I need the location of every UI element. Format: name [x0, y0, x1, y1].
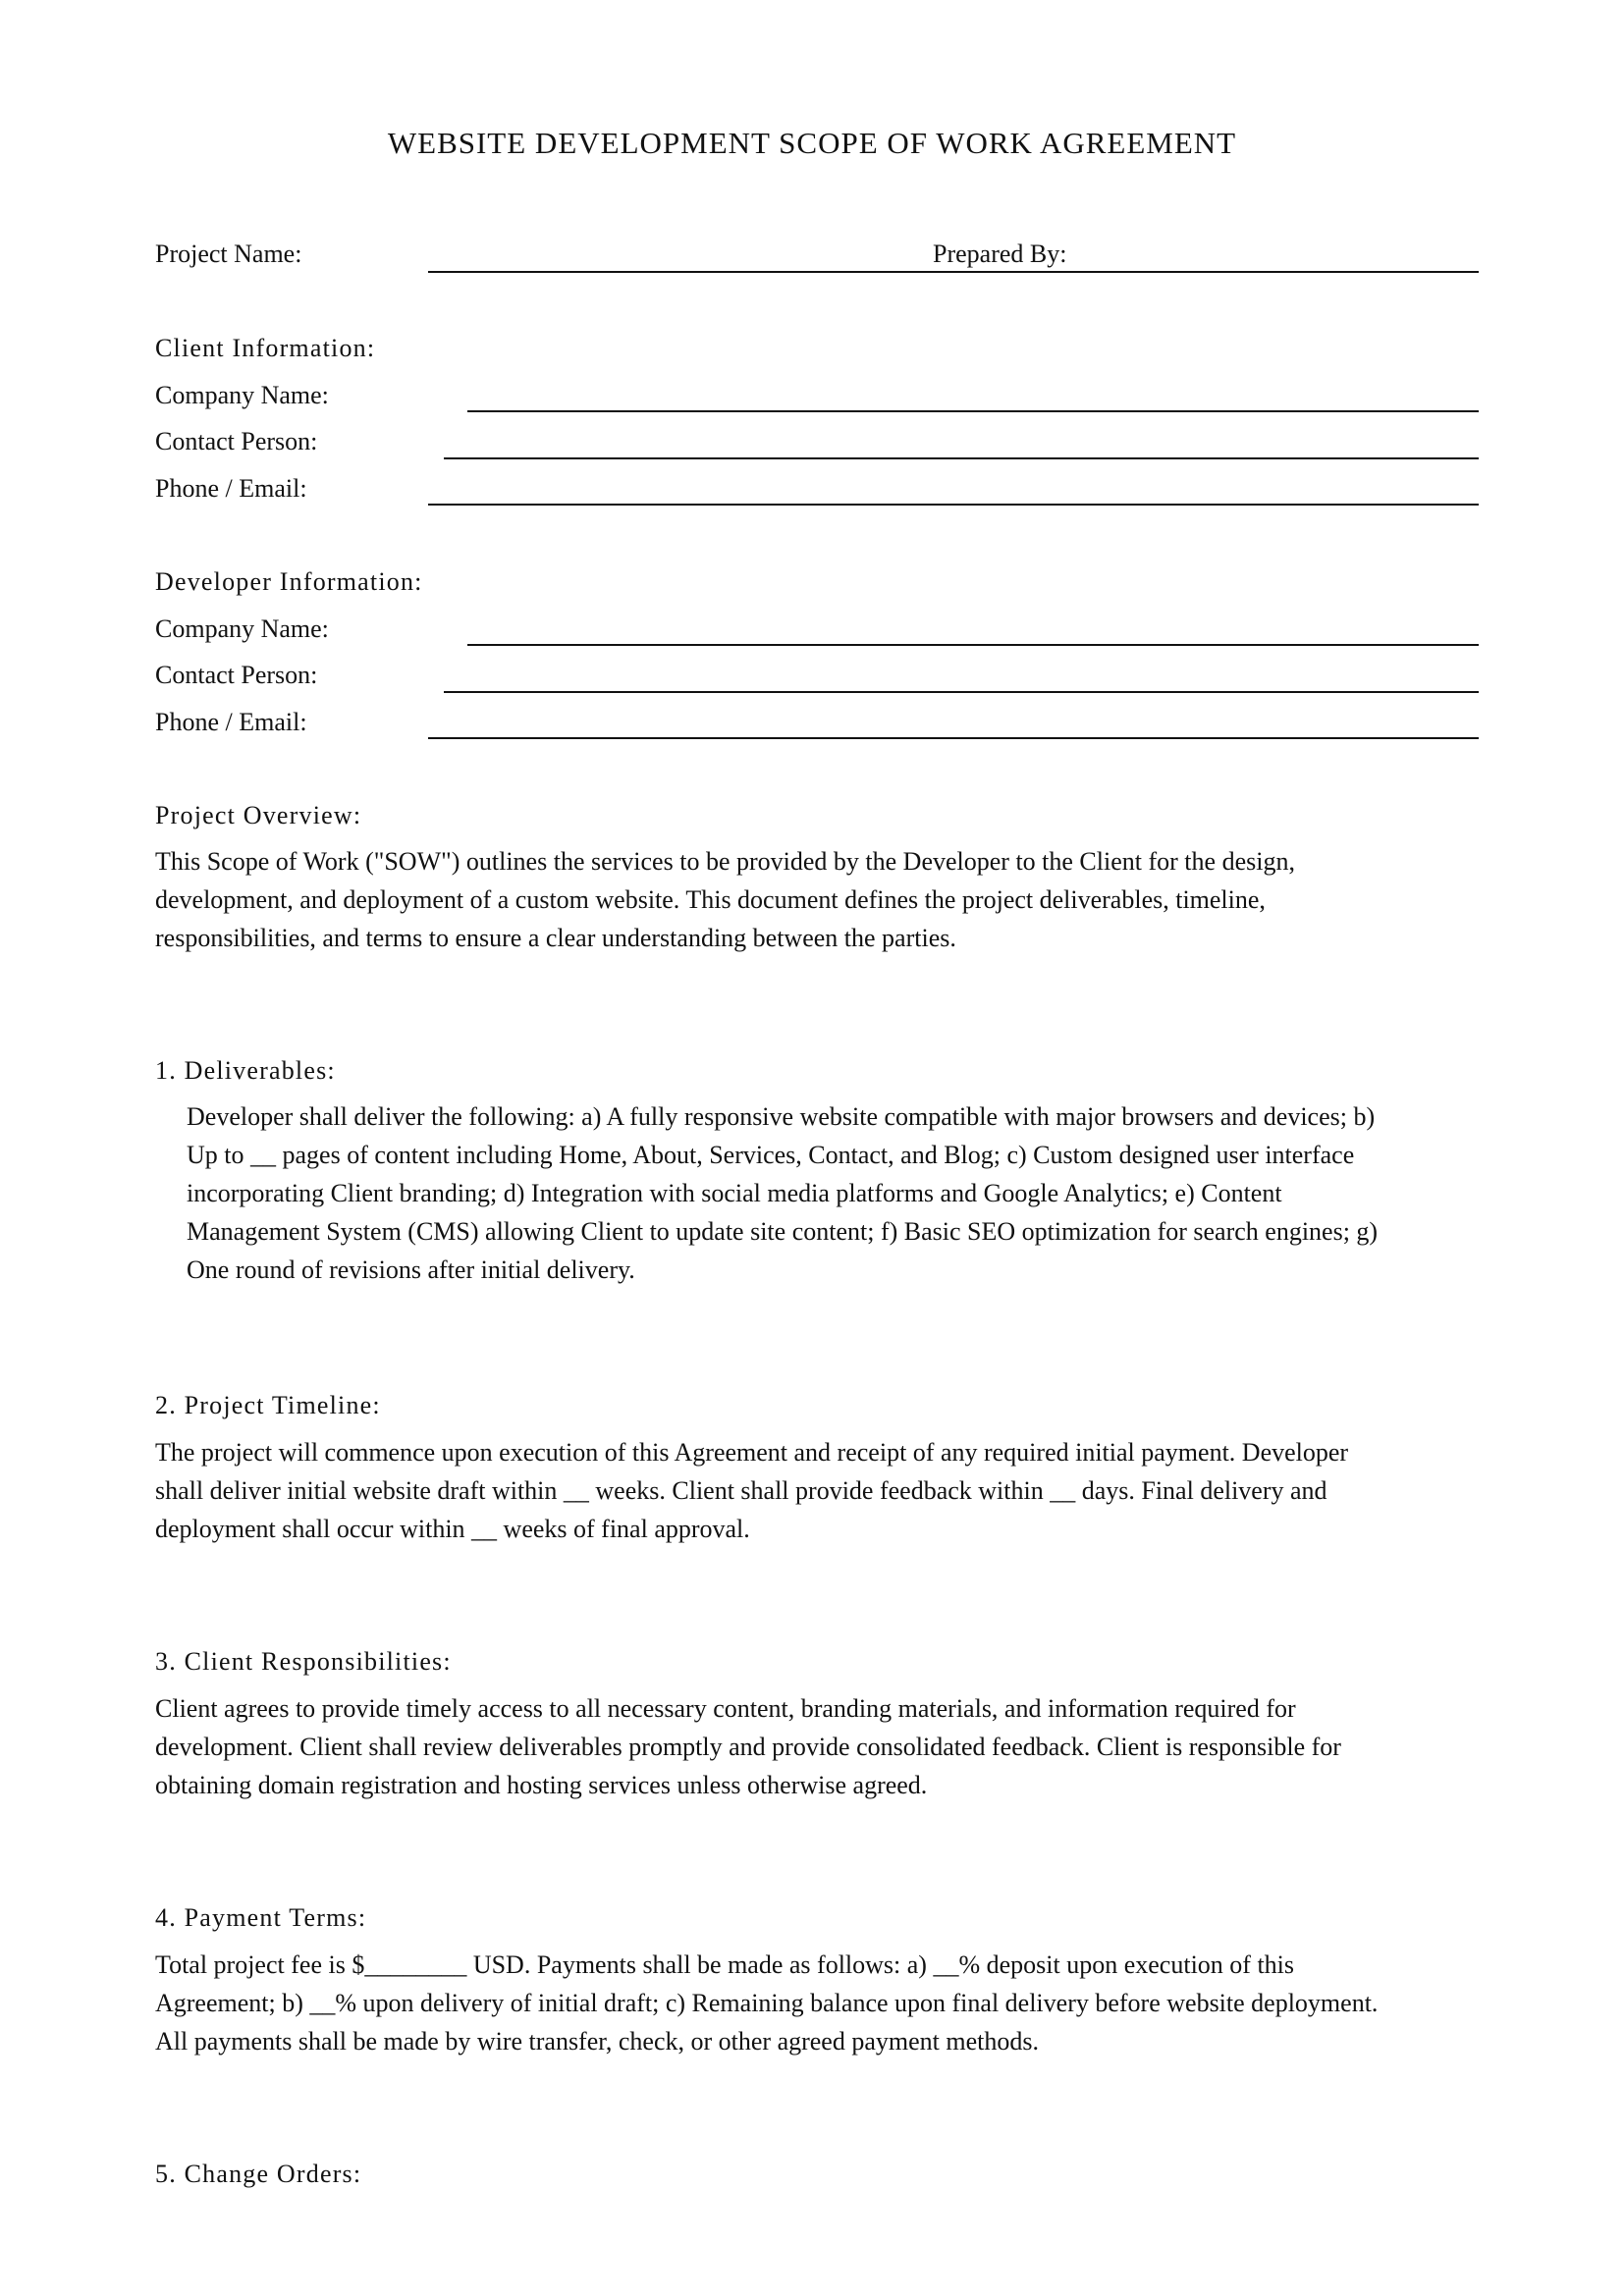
payment-terms-heading: 4. Payment Terms: — [155, 1903, 367, 1932]
client-responsibilities-line: obtaining domain registration and hosting services unless otherwise agreed. — [155, 1771, 928, 1799]
deliverables-line: Up to __ pages of content including Home, About, Services, Contact, and Blog; c) Custom designed user interface — [187, 1141, 1355, 1169]
project-name-label: Project Name: — [155, 240, 302, 268]
developer-info-heading: Developer Information: — [155, 567, 423, 596]
timeline-paragraph — [155, 1433, 1348, 1548]
timeline-line: deployment shall occur within __ weeks of final approval. — [155, 1515, 750, 1543]
payment-terms-line: Total project fee is $________ USD. Payments shall be made as follows: a) __% deposit upon execution of this — [155, 1950, 1295, 1979]
project-name-field-line[interactable] — [428, 271, 1479, 273]
document-title: WEBSITE DEVELOPMENT SCOPE OF WORK AGREEMENT — [387, 126, 1237, 160]
developer-company-field-line[interactable] — [467, 644, 1479, 646]
payment-terms-line: All payments shall be made by wire transfer, check, or other agreed payment methods. — [155, 2027, 1039, 2056]
client-contact-field-line[interactable] — [444, 457, 1479, 459]
developer-contact-field-line[interactable] — [444, 691, 1479, 693]
client-company-field-line[interactable] — [467, 410, 1479, 412]
overview-heading: Project Overview: — [155, 801, 362, 829]
deliverables-line: Management System (CMS) allowing Client to update site content; f) Basic SEO optimization for search engines; g) — [187, 1217, 1379, 1246]
developer-phone-field-line[interactable] — [428, 737, 1479, 739]
timeline-line: shall deliver initial website draft within __ weeks. Client shall provide feedback within __ days. Final delivery and — [155, 1476, 1327, 1505]
client-phone-label: Phone / Email: — [155, 474, 307, 503]
change-orders-heading: 5. Change Orders: — [155, 2160, 362, 2188]
client-responsibilities-paragraph — [155, 1689, 1341, 1804]
deliverables-heading: 1. Deliverables: — [155, 1056, 336, 1085]
overview-line: This Scope of Work ("SOW") outlines the services to be provided by the Developer to the Client for the design, — [155, 847, 1295, 876]
deliverables-line: incorporating Client branding; d) Integration with social media platforms and Google Analytics; e) Content — [187, 1179, 1282, 1207]
client-contact-label: Contact Person: — [155, 427, 318, 455]
client-info-heading: Client Information: — [155, 334, 376, 362]
overview-line: development, and deployment of a custom website. This document defines the project deliverables, timeline, — [155, 885, 1266, 914]
developer-company-label: Company Name: — [155, 614, 329, 643]
deliverables-paragraph — [187, 1097, 1378, 1289]
developer-contact-label: Contact Person: — [155, 661, 318, 689]
deliverables-line: Developer shall deliver the following: a) A fully responsive website compatible with major browsers and devices; b) — [187, 1102, 1376, 1131]
timeline-line: The project will commence upon execution of this Agreement and receipt of any required initial payment. Developer — [155, 1438, 1349, 1467]
overview-paragraph — [155, 842, 1295, 957]
prepared-by-label: Prepared By: — [933, 240, 1067, 268]
payment-terms-paragraph — [155, 1946, 1378, 2060]
timeline-heading: 2. Project Timeline: — [155, 1391, 381, 1419]
overview-line: responsibilities, and terms to ensure a clear understanding between the parties. — [155, 924, 956, 952]
client-company-label: Company Name: — [155, 381, 329, 409]
developer-phone-label: Phone / Email: — [155, 708, 307, 736]
client-responsibilities-heading: 3. Client Responsibilities: — [155, 1647, 452, 1676]
deliverables-line: One round of revisions after initial delivery. — [187, 1255, 635, 1284]
payment-terms-line: Agreement; b) __% upon delivery of initial draft; c) Remaining balance upon final delivery before website deployment. — [155, 1989, 1379, 2017]
client-responsibilities-line: Client agrees to provide timely access to all necessary content, branding materials, and information required for — [155, 1694, 1296, 1723]
client-responsibilities-line: development. Client shall review deliverables promptly and provide consolidated feedback. Client is responsible for — [155, 1733, 1341, 1761]
client-phone-field-line[interactable] — [428, 504, 1479, 506]
